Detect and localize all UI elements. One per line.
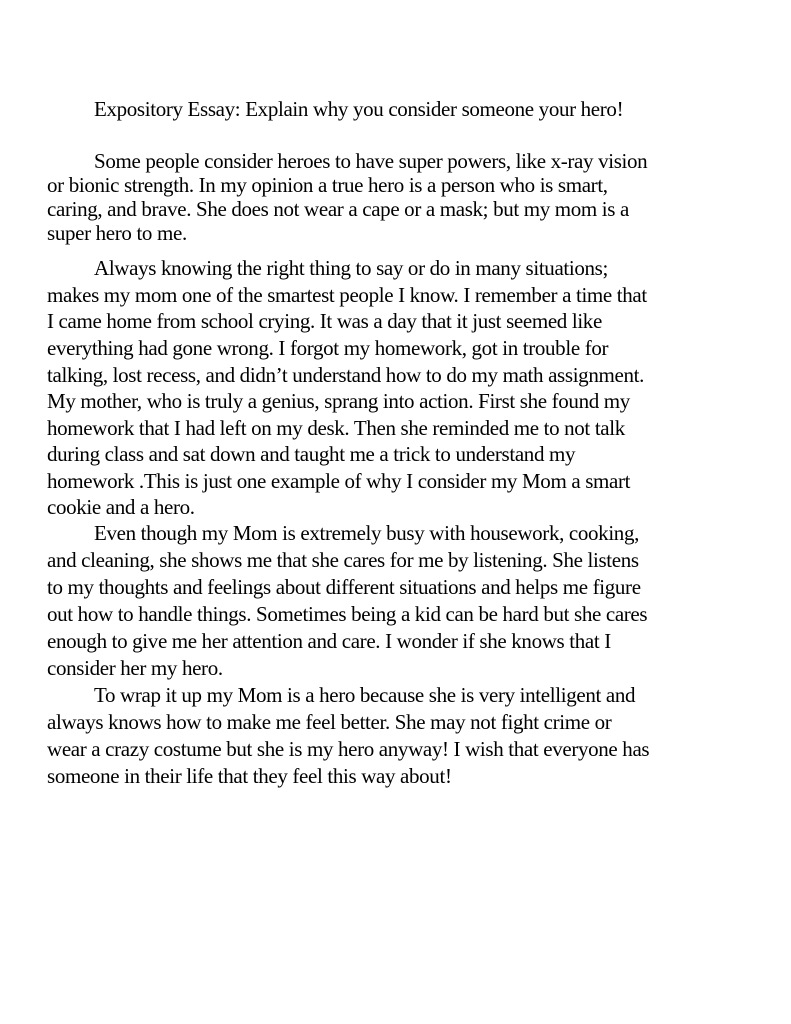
text-line: out how to handle things. Sometimes being a kid can be hard but she cares [47,602,648,626]
text-line: talking, lost recess, and didn’t understand how to do my math assignment. [47,363,644,387]
text-line: to my thoughts and feelings about different situations and helps me figure [47,575,641,599]
text-line: makes my mom one of the smartest people I know. I remember a time that [47,283,647,307]
text-line: homework that I had left on my desk. Then she reminded me to not talk [47,416,625,440]
text-line: Some people consider heroes to have super powers, like x-ray vision [94,149,648,173]
text-line: super hero to me. [47,221,187,245]
text-line: everything had gone wrong. I forgot my homework, got in trouble for [47,336,609,360]
text-line: My mother, who is truly a genius, sprang into action. First she found my [47,389,630,413]
text-line: homework .This is just one example of why I consider my Mom a smart [47,469,631,493]
text-line: enough to give me her attention and care. I wonder if she knows that I [47,629,611,653]
text-line: someone in their life that they feel this way about! [47,764,452,788]
text-line: always knows how to make me feel better. She may not fight crime or [47,710,612,734]
text-line: caring, and brave. She does not wear a cape or a mask; but my mom is a [47,197,629,221]
text-line: To wrap it up my Mom is a hero because she is very intelligent and [94,683,636,707]
text-line: wear a crazy costume but she is my hero anyway! I wish that everyone has [47,737,650,761]
text-line: or bionic strength. In my opinion a true hero is a person who is smart, [47,173,608,197]
text-line: Always knowing the right thing to say or do in many situations; [94,256,608,280]
text-line: I came home from school crying. It was a day that it just seemed like [47,309,602,333]
text-line: cookie and a hero. [47,495,195,519]
text-line: consider her my hero. [47,656,223,680]
text-line: Even though my Mom is extremely busy with housework, cooking, [94,521,640,545]
essay-title: Expository Essay: Explain why you consider someone your hero! [94,97,624,121]
text-line: during class and sat down and taught me a trick to understand my [47,442,576,466]
text-line: and cleaning, she shows me that she cares for me by listening. She listens [47,548,639,572]
